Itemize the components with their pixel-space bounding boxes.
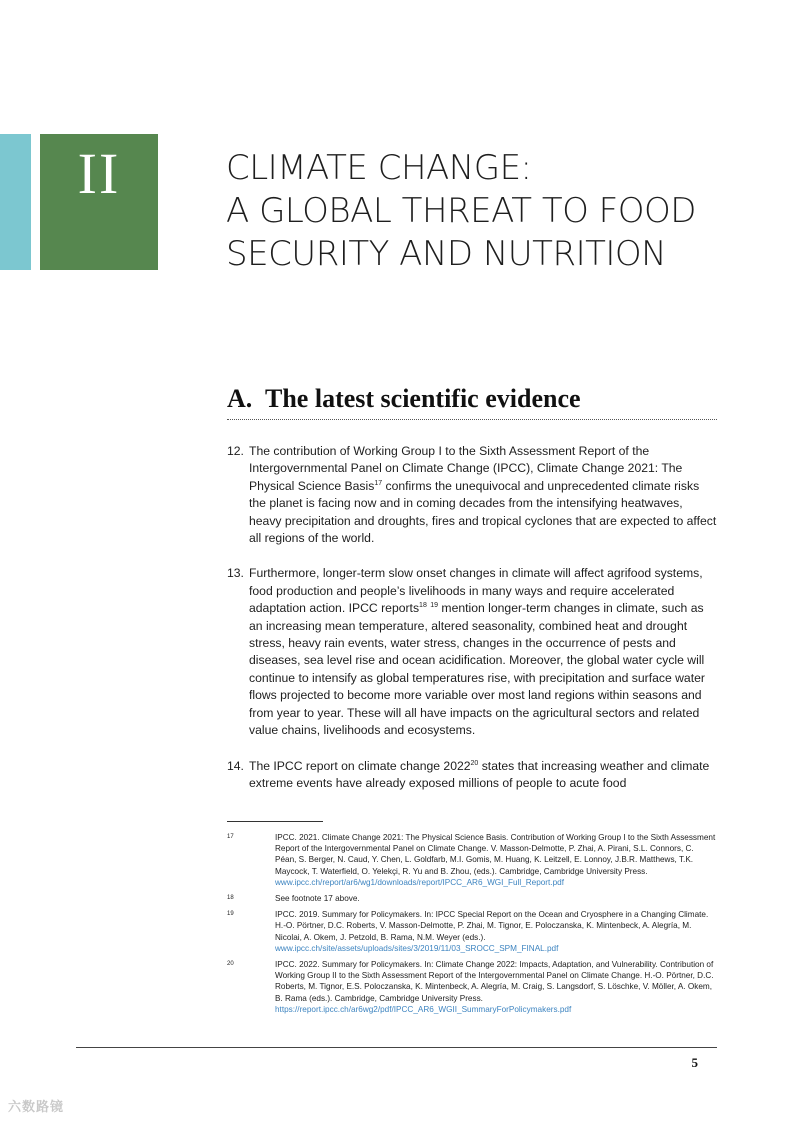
paragraph-text: mention longer-term changes in climate, such as an increasing mean temperature, altered seasonality, combined heat and drought stress, heavy rain events, water stress, changes in the occurrence of pests and diseases, sea level rise and ocean acidification. Moreover, the global water cycle will continue to intensify as global temperatures rise, with precipitation and surface water flows projected to become more variable over most land regions within seasons and from year to year. These will all have impacts on the agricultural sectors and related value chains, livelihoods and ecosystems. — [249, 601, 705, 738]
footnote-reference[interactable]: 18 — [419, 602, 427, 610]
footnote-text: See footnote 17 above. — [275, 894, 360, 904]
footnote-link[interactable]: https://report.ipcc.ch/ar6wg2/pdf/IPCC_AR6_WGII_SummaryForPolicymakers.pdf — [275, 1004, 572, 1014]
footer-rule — [76, 1047, 717, 1048]
footnote — [227, 909, 717, 954]
chapter-number-block — [40, 134, 158, 270]
footnote — [227, 893, 717, 904]
paragraph — [227, 443, 717, 547]
chapter-number: II — [77, 141, 121, 206]
watermark: 六数路镜 — [8, 1099, 65, 1114]
footnote-link[interactable]: www.ipcc.ch/site/assets/uploads/sites/3/2019/11/03_SROCC_SPM_FINAL.pdf — [275, 943, 559, 953]
section-letter: A. — [227, 384, 253, 413]
paragraph-text: states that increasing weather and climate extreme events have already exposed millions of people to acute food — [249, 758, 710, 790]
footnote-reference[interactable]: 17 — [374, 479, 383, 487]
footnote-number: 19 — [227, 911, 234, 918]
paragraph-number: 12. — [227, 444, 244, 458]
footnote-number: 20 — [227, 961, 234, 968]
paragraph — [227, 565, 717, 739]
section-title: The latest scientific evidence — [265, 384, 581, 413]
footnote-reference[interactable]: 20 — [470, 759, 479, 767]
footnote-reference[interactable]: 19 — [430, 602, 439, 610]
paragraph-text: Furthermore, longer-term slow onset changes in climate will affect agrifood systems, food production and people’s livelihoods in many ways and require accelerated adaptation action. IPCC reports — [249, 566, 703, 616]
footnote-text: IPCC. 2019. Summary for Policymakers. In: IPCC Special Report on the Ocean and Cryosphere in a Changing Climate. H.-O. Pörtner, D.C. Roberts, V. Masson-Delmotte, P. Zhai, M. Tignor, E. Poloczanska, K. Mintenbeck, A. Alegría, M. Nicolai, A. Okem, J. Petzold, B. Rama, N.M. Weyer (eds.). — [275, 910, 709, 942]
cyan-accent-bar — [0, 134, 31, 270]
paragraph-number: 14. — [227, 758, 244, 773]
page-number: 5 — [691, 1055, 698, 1070]
chapter-title — [226, 147, 746, 276]
footnotes — [227, 832, 717, 1020]
paragraph — [227, 758, 717, 793]
body-paragraphs — [227, 443, 717, 810]
paragraph-text: The contribution of Working Group I to the Sixth Assessment Report of the Intergovernmental Panel on Climate Change (IPCC), Climate Change 2021: The Physical Science Basis — [249, 444, 683, 493]
footnote-number: 17 — [227, 834, 234, 840]
paragraph-text: The IPCC report on climate change 2022 — [249, 758, 471, 773]
footnote-text: IPCC. 2022. Summary for Policymakers. In: Climate Change 2022: Impacts, Adaptation, and Vulnerability. Contribution of Working Group II to the Sixth Assessment Report of the Intergovernmental Panel on Climate Change. H.-O. Pörtner, D.C. Roberts, M. Tignor, E.S. Poloczanska, K. Mintenbeck, A. Alegría, M. Craig, S. Langsdorf, S. Löschke, V. Möller, A. Okem, B. Rama (eds.). Cambridge, Cambridge University Press. — [275, 960, 714, 1003]
chapter-title-line: A GLOBAL THREAT TO FOOD — [226, 191, 696, 231]
footnote — [227, 959, 717, 1015]
chapter-title-line: SECURITY AND NUTRITION — [226, 234, 667, 274]
footnote-link[interactable]: www.ipcc.ch/report/ar6/wg1/downloads/report/IPCC_AR6_WGI_Full_Report.pdf — [275, 877, 564, 887]
footnote-separator — [227, 821, 323, 822]
paragraph-text: confirms the unequivocal and unprecedented climate risks the planet is facing now and in coming decades from the intensifying heatwaves, heavy precipitation and droughts, fires and tropical cyclones that are expected to affect all regions of the world. — [249, 478, 717, 546]
paragraph-number: 13. — [227, 566, 244, 581]
section-heading — [227, 383, 717, 420]
footnote-number: 18 — [227, 895, 234, 902]
chapter-title-line: CLIMATE CHANGE: — [226, 148, 532, 188]
footnote-text: IPCC. 2021. Climate Change 2021: The Physical Science Basis. Contribution of Working Group I to the Sixth Assessment Report of the Intergovernmental Panel on Climate Change. V. Masson-Delmotte, P. Zhai, A. Pirani, S.L. Connors, C. Péan, S. Berger, N. Caud, Y. Chen, L. Goldfarb, M.I. Gomis, M. Huang, K. Leitzell, E. Lonnoy, J.B.R. Matthews, T.K. Maycock, T. Waterfield, O. Yelekçi, R. Yu and B. Zhou, (eds.). Cambridge, Cambridge University Press. — [275, 833, 716, 876]
footnote — [227, 832, 717, 888]
